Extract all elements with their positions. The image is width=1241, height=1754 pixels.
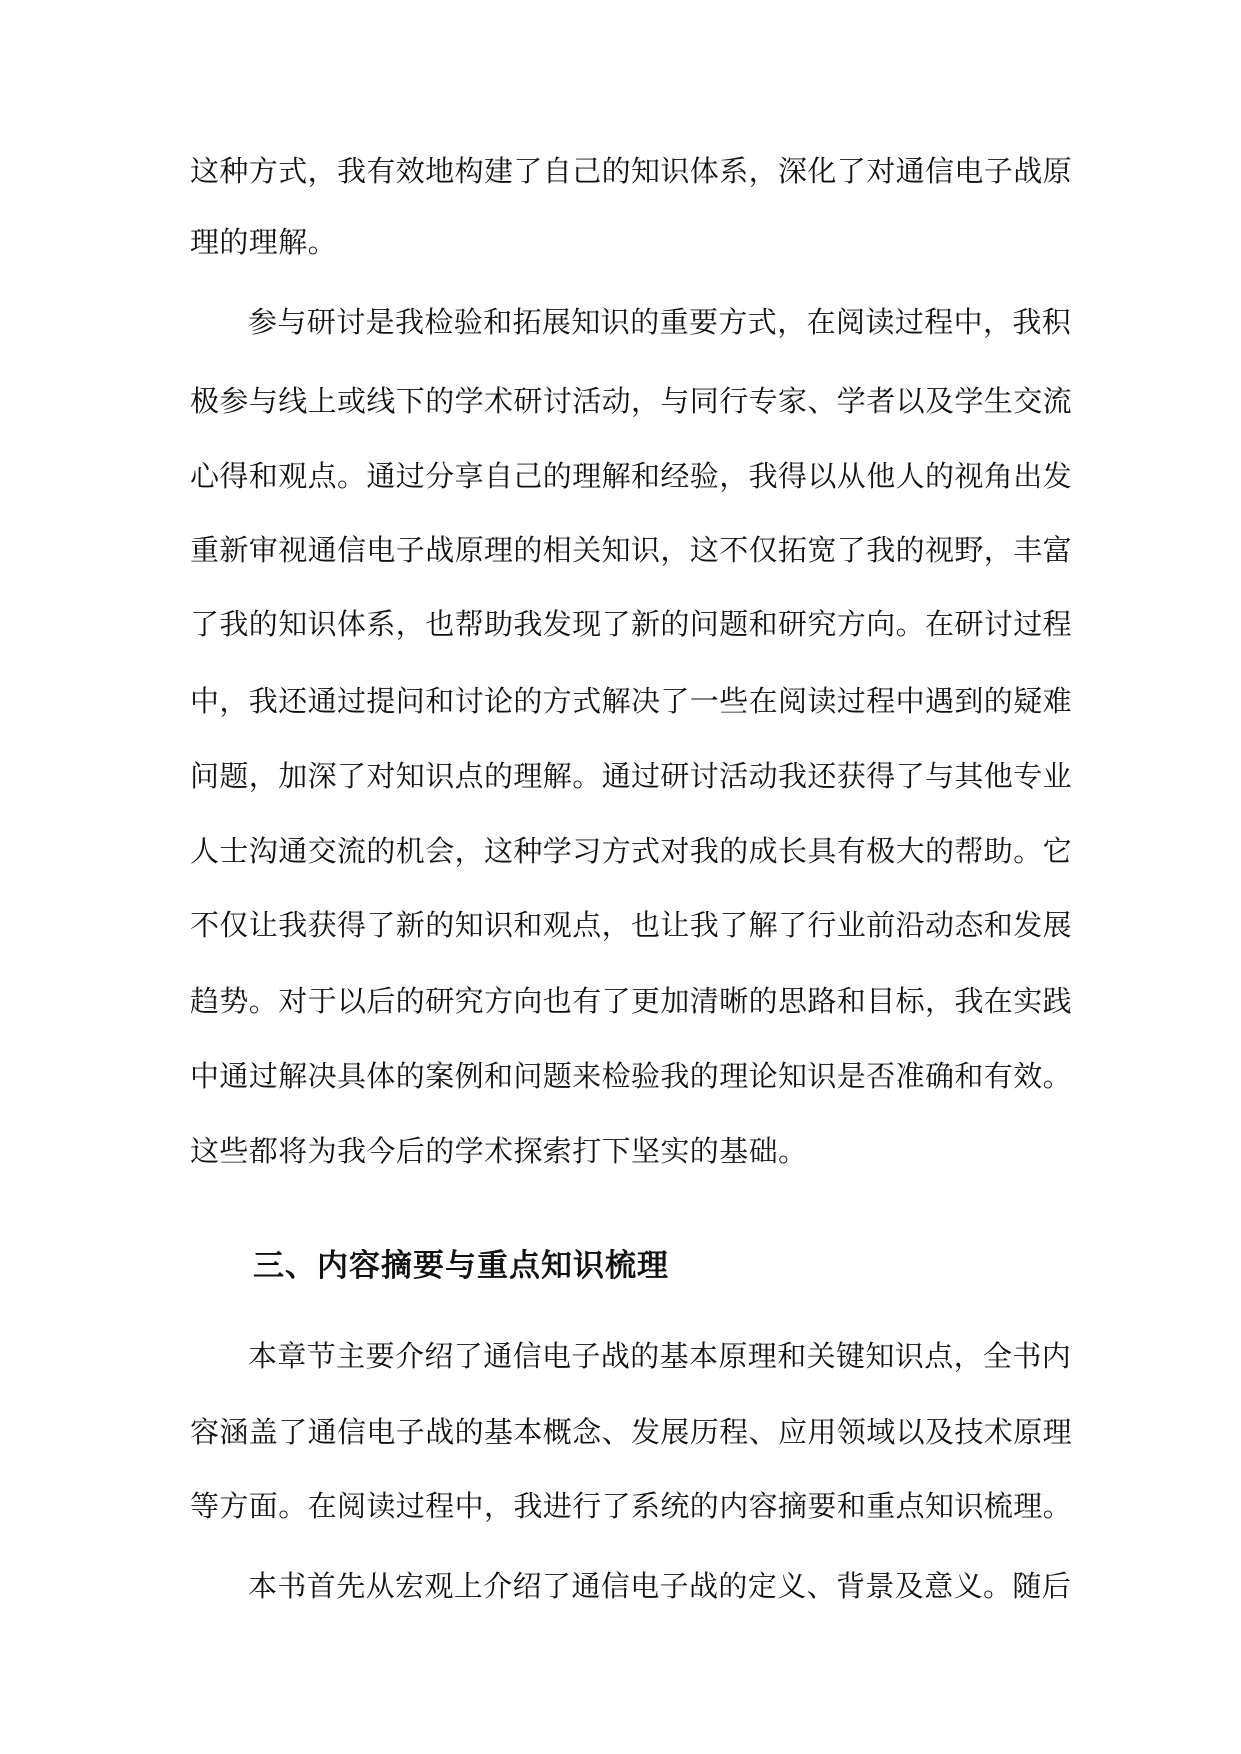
paragraph-line: 本章节主要介绍了通信电子战的基本原理和关键知识点，全书内 [248, 1339, 1072, 1373]
paragraph-line: 参与研讨是我检验和拓展知识的重要方式，在阅读过程中，我积 [248, 305, 1072, 339]
paragraph-line: 趋势。对于以后的研究方向也有了更加清晰的思路和目标，我在实践 [190, 984, 1073, 1018]
paragraph-line: 人士沟通交流的机会，这种学习方式对我的成长具有极大的帮助。它 [190, 834, 1073, 868]
paragraph-line: 极参与线上或线下的学术研讨活动，与同行专家、学者以及学生交流 [190, 384, 1073, 418]
paragraph-line: 本书首先从宏观上介绍了通信电子战的定义、背景及意义。随后 [248, 1569, 1072, 1603]
paragraph-line: 等方面。在阅读过程中，我进行了系统的内容摘要和重点知识梳理。 [190, 1489, 1073, 1523]
paragraph-line: 了我的知识体系，也帮助我发现了新的问题和研究方向。在研讨过程 [190, 607, 1073, 641]
section-heading: 三、内容摘要与重点知识梳理 [253, 1248, 669, 1284]
paragraph-line: 容涵盖了通信电子战的基本概念、发展历程、应用领域以及技术原理 [190, 1415, 1073, 1449]
paragraph-line: 问题，加深了对知识点的理解。通过研讨活动我还获得了与其他专业 [190, 759, 1073, 793]
paragraph-line: 这些都将为我今后的学术探索打下坚实的基础。 [190, 1134, 808, 1168]
paragraph-line: 不仅让我获得了新的知识和观点，也让我了解了行业前沿动态和发展 [190, 908, 1073, 942]
paragraph-line: 中，我还通过提问和讨论的方式解决了一些在阅读过程中遇到的疑难 [190, 684, 1073, 718]
paragraph-line: 中通过解决具体的案例和问题来检验我的理论知识是否准确和有效。 [190, 1059, 1073, 1093]
paragraph-line: 心得和观点。通过分享自己的理解和经验，我得以从他人的视角出发 [190, 459, 1073, 493]
paragraph-line: 这种方式，我有效地构建了自己的知识体系，深化了对通信电子战原 [190, 154, 1073, 188]
paragraph-line: 理的理解。 [190, 225, 338, 259]
paragraph-line: 重新审视通信电子战原理的相关知识，这不仅拓宽了我的视野，丰富 [190, 533, 1073, 567]
